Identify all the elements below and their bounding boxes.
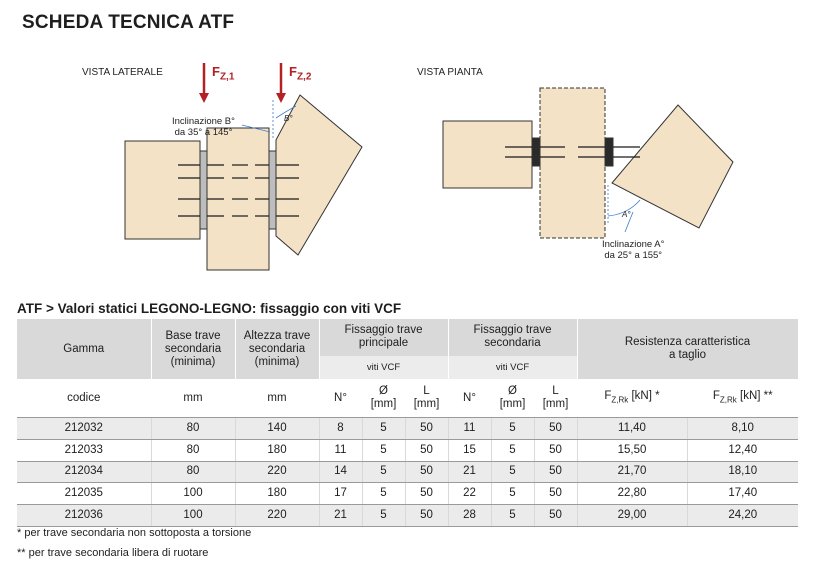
header-l-secondary: L [mm] (534, 379, 577, 418)
cell-d-principal: 5 (362, 418, 405, 440)
header-n-principal: N° (319, 379, 362, 418)
cell-l-secondary: 50 (534, 483, 577, 505)
header-l-principal: L [mm] (405, 379, 448, 418)
table-row (17, 418, 798, 440)
cell-codice: 212032 (17, 418, 151, 440)
cell-altezza: 180 (235, 439, 319, 461)
cell-d-principal: 5 (362, 439, 405, 461)
cell-d-secondary: 5 (491, 461, 534, 483)
cell-codice: 212036 (17, 505, 151, 527)
footnote-torsion: * per trave secondaria non sottoposta a torsione (17, 527, 252, 539)
cell-d-principal: 5 (362, 483, 405, 505)
cell-altezza: 180 (235, 483, 319, 505)
force-label-1: $F_{Z,1}$ (212, 64, 235, 83)
cell-fz-rotate: 8,10 (687, 418, 798, 440)
force-label-2: $F_{Z,2}$ (289, 64, 312, 83)
section-title: ATF > Valori statici LEGONO-LEGNO: fissaggio con viti VCF (17, 301, 402, 316)
main-beam-left (125, 141, 200, 239)
cell-n-principal: 14 (319, 461, 362, 483)
plate-right (269, 151, 276, 229)
cell-l-secondary: 50 (534, 439, 577, 461)
cell-fz-rotate: 24,20 (687, 505, 798, 527)
table-row (17, 483, 798, 505)
cell-altezza: 140 (235, 418, 319, 440)
cell-d-secondary: 5 (491, 505, 534, 527)
header-mm-altezza: mm (235, 379, 319, 418)
cell-fz-rotate: 12,40 (687, 439, 798, 461)
plan-plate-right (605, 138, 613, 166)
cell-d-principal: 5 (362, 461, 405, 483)
table-row (17, 505, 798, 527)
cell-codice: 212033 (17, 439, 151, 461)
cell-n-principal: 21 (319, 505, 362, 527)
cell-l-principal: 50 (405, 418, 448, 440)
header-fz-rotate: $F_{Z,Rk}$ [kN] ** (687, 379, 798, 418)
cell-l-principal: 50 (405, 505, 448, 527)
header-screw-principal: viti VCF (319, 356, 448, 379)
plan-view-label: VISTA PIANTA (417, 67, 483, 78)
cell-d-principal: 5 (362, 505, 405, 527)
header-fix-secondary: Fissaggio trave secondaria (448, 319, 577, 356)
cell-n-secondary: 15 (448, 439, 491, 461)
side-view-drawing (125, 95, 362, 270)
header-resistance: Resistenza caratteristica a taglio (577, 319, 798, 379)
cell-l-secondary: 50 (534, 418, 577, 440)
cell-fz-rotate: 17,40 (687, 483, 798, 505)
cell-fz-torsion: 11,40 (577, 418, 687, 440)
angle-a-symbol: A° (622, 210, 631, 219)
plan-main-beam (540, 88, 605, 238)
cell-fz-torsion: 29,00 (577, 505, 687, 527)
plan-left-beam (443, 121, 532, 188)
side-view-label: VISTA LATERALE (82, 67, 163, 78)
angle-b-symbol: B° (284, 114, 293, 123)
cell-n-secondary: 11 (448, 418, 491, 440)
cell-l-secondary: 50 (534, 461, 577, 483)
cell-l-principal: 50 (405, 439, 448, 461)
cell-fz-torsion: 21,70 (577, 461, 687, 483)
plan-plate-left (532, 138, 540, 166)
header-n-secondary: N° (448, 379, 491, 418)
cell-n-secondary: 28 (448, 505, 491, 527)
header-d-principal: Ø [mm] (362, 379, 405, 418)
cell-codice: 212035 (17, 483, 151, 505)
cell-n-principal: 11 (319, 439, 362, 461)
cell-d-secondary: 5 (491, 439, 534, 461)
cell-d-secondary: 5 (491, 483, 534, 505)
cell-fz-rotate: 18,10 (687, 461, 798, 483)
header-gamma: Gamma (17, 319, 151, 379)
header-altezza: Altezza trave secondaria (minima) (235, 319, 319, 379)
cell-n-secondary: 22 (448, 483, 491, 505)
page-title: SCHEDA TECNICA ATF (22, 12, 235, 33)
cell-n-secondary: 21 (448, 461, 491, 483)
cell-base: 100 (151, 483, 235, 505)
cell-n-principal: 17 (319, 483, 362, 505)
cell-l-principal: 50 (405, 483, 448, 505)
cell-altezza: 220 (235, 505, 319, 527)
cell-n-principal: 8 (319, 418, 362, 440)
plan-view-drawing (443, 88, 733, 238)
header-d-secondary: Ø [mm] (491, 379, 534, 418)
cell-base: 80 (151, 461, 235, 483)
cell-base: 100 (151, 505, 235, 527)
header-base: Base trave secondaria (minima) (151, 319, 235, 379)
footnote-rotate: ** per trave secondaria libera di ruotare (17, 547, 209, 559)
plate-left (200, 151, 207, 229)
cell-fz-torsion: 15,50 (577, 439, 687, 461)
cell-base: 80 (151, 418, 235, 440)
cell-codice: 212034 (17, 461, 151, 483)
table-row (17, 439, 798, 461)
cell-d-secondary: 5 (491, 418, 534, 440)
header-codice: codice (17, 379, 151, 418)
cell-fz-torsion: 22,80 (577, 483, 687, 505)
cell-l-secondary: 50 (534, 505, 577, 527)
inclination-b-label: Inclinazione B° da 35° a 145° (172, 116, 235, 138)
header-fz-torsion: $F_{Z,Rk}$ [kN] * (577, 379, 687, 418)
inclination-a-label: Inclinazione A° da 25° a 155° (602, 239, 665, 261)
header-mm-base: mm (151, 379, 235, 418)
header-screw-secondary: viti VCF (448, 356, 577, 379)
table-row (17, 461, 798, 483)
cell-base: 80 (151, 439, 235, 461)
cell-l-principal: 50 (405, 461, 448, 483)
header-fix-principal: Fissaggio trave principale (319, 319, 448, 356)
cell-altezza: 220 (235, 461, 319, 483)
static-values-table (17, 319, 799, 527)
